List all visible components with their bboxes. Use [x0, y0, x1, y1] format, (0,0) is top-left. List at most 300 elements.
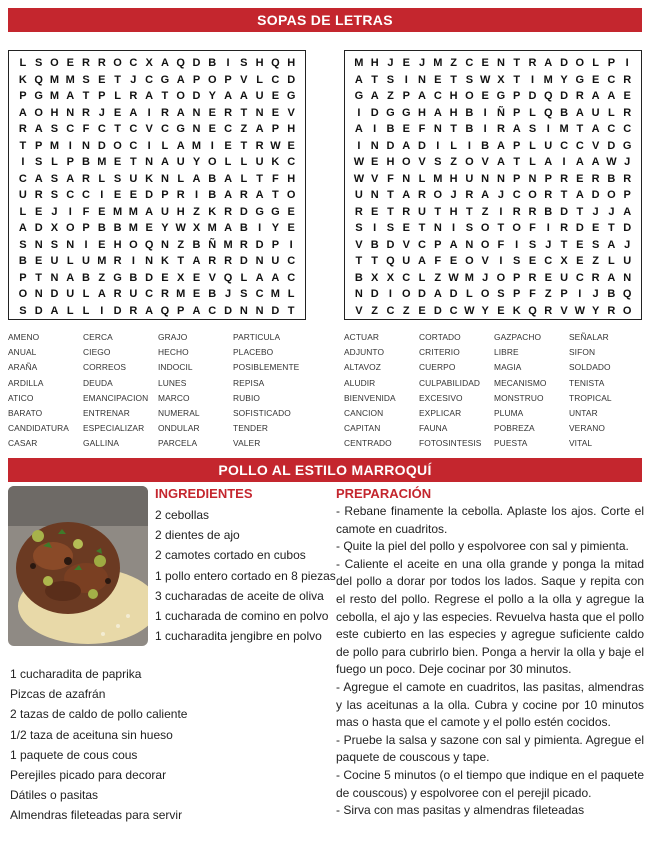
grid-letter: V — [208, 271, 216, 284]
grid-letter: S — [591, 238, 600, 251]
grid-letter: B — [607, 288, 616, 300]
grid-letter: K — [160, 255, 169, 267]
grid-letter: C — [607, 123, 616, 135]
grid-letter: L — [98, 172, 106, 185]
grid-letter: A — [271, 271, 280, 284]
grid-letter: W — [270, 139, 281, 152]
grid-letter: N — [50, 271, 59, 284]
word-list-item: AMENO — [8, 332, 40, 342]
grid-letter: N — [192, 123, 201, 135]
grid-letter: T — [371, 255, 379, 267]
grid-letter: D — [34, 304, 43, 317]
grid-letter: P — [98, 90, 106, 102]
grid-letter: K — [145, 172, 154, 185]
grid-letter: D — [560, 205, 569, 218]
grid-letter: C — [449, 304, 458, 317]
grid-letter: U — [160, 205, 169, 218]
grid-letter: E — [224, 139, 232, 152]
grid-row — [15, 121, 299, 138]
grid-letter: Q — [34, 73, 43, 86]
recipe-banner: POLLO AL ESTILO MARROQUÍ — [8, 458, 642, 482]
grid-letter: F — [529, 288, 536, 300]
grid-letter: N — [66, 106, 75, 119]
grid-letter: U — [50, 255, 59, 267]
grid-letter: B — [560, 106, 569, 119]
word-list-item: ADJUNTO — [344, 347, 385, 358]
grid-letter: T — [387, 205, 394, 218]
grid-letter: I — [147, 139, 151, 152]
grid-letter: U — [255, 90, 264, 102]
grid-letter: P — [513, 271, 521, 284]
word-list-item: CANCION — [344, 407, 384, 418]
grid-letter: I — [373, 123, 377, 135]
grid-letter: P — [623, 189, 631, 201]
word-list-item: PARTICULA — [233, 332, 281, 342]
grid-letter: E — [576, 172, 584, 185]
grid-letter: V — [287, 106, 295, 119]
wordsearch-banner: SOPAS DE LETRAS — [8, 8, 642, 32]
grid-letter: L — [161, 139, 169, 152]
grid-letter: R — [544, 189, 553, 201]
grid-letter: B — [481, 139, 490, 152]
grid-letter: B — [208, 57, 217, 69]
grid-letter: B — [607, 172, 616, 185]
grid-letter: E — [113, 156, 122, 168]
grid-letter: H — [287, 172, 296, 185]
grid-letter: A — [402, 139, 411, 152]
word-list-item: ARAÑA — [8, 362, 38, 373]
grid-letter: C — [544, 255, 553, 267]
grid-letter: R — [224, 205, 233, 218]
word-list-item: NUMERAL — [158, 407, 200, 418]
ingredient-item: 1 pollo entero cortado en 8 piezas — [155, 568, 336, 583]
grid-letter: I — [499, 205, 503, 218]
preparation-step: - Caliente el aceite en una olla grande y ponga la mitad del pollo a dorar por todos los lados. Saque y repita con el resto del pollo. Regrese el pollo a la olla y agregue la cebolla, el ajo y las especies. Revuelva hasta que el pollo este cubierto en las especies y agregue suficiente caldo de pollo para cubrirlo bien. Ponga a hervir la olla y baje el fuego un poco. Deje cocinar por 30 minutos. — [336, 556, 644, 677]
grid-letter: R — [528, 57, 537, 69]
grid-letter: R — [129, 304, 138, 317]
grid-letter: E — [434, 73, 442, 86]
grid-letter: L — [529, 139, 536, 152]
grid-letter: Z — [434, 271, 442, 284]
grid-letter: W — [353, 156, 365, 168]
grid-letter: R — [465, 189, 474, 201]
grid-letter: U — [82, 255, 90, 267]
grid-letter: U — [418, 205, 426, 218]
grid-row — [15, 154, 299, 171]
grid-letter: I — [404, 73, 408, 86]
grid-letter: U — [544, 139, 553, 152]
grid-row — [15, 253, 299, 270]
grid-letter: P — [35, 139, 43, 152]
grid-letter: T — [560, 238, 568, 251]
grid-letter: E — [402, 123, 410, 135]
grid-letter: L — [287, 288, 295, 300]
grid-row — [351, 237, 635, 254]
grid-letter: O — [18, 288, 28, 300]
word-list-item: GAZPACHO — [494, 332, 542, 342]
ingredient-item: 2 dientes de ajo — [155, 528, 240, 543]
grid-letter: M — [207, 222, 217, 234]
grid-letter: E — [623, 90, 631, 102]
grid-letter: N — [402, 172, 411, 185]
grid-letter: A — [591, 90, 600, 102]
grid-letter: R — [18, 123, 27, 135]
word-list-item: CORREOS — [83, 362, 127, 373]
grid-letter: B — [82, 156, 90, 168]
grid-letter: T — [513, 73, 521, 86]
grid-letter: E — [481, 90, 489, 102]
grid-letter: H — [176, 205, 185, 218]
grid-letter: M — [128, 222, 138, 234]
grid-letter: S — [497, 288, 505, 300]
grid-letter: N — [34, 288, 43, 300]
grid-letter: S — [465, 222, 474, 234]
grid-letter: N — [145, 156, 154, 168]
grid-letter: H — [287, 57, 296, 69]
grid-letter: V — [402, 238, 410, 251]
grid-letter: V — [591, 139, 600, 152]
grid-letter: E — [449, 255, 458, 267]
grid-letter: L — [114, 90, 121, 102]
grid-letter: A — [34, 123, 43, 135]
grid-row — [15, 187, 299, 204]
grid-letter: C — [271, 73, 280, 86]
grid-letter: I — [147, 106, 151, 119]
grid-letter: A — [496, 139, 505, 152]
word-list-item: CASAR — [8, 438, 38, 449]
word-list-item: DEUDA — [83, 377, 113, 388]
grid-letter: S — [528, 238, 537, 251]
grid-letter: D — [97, 139, 106, 152]
grid-letter: R — [528, 271, 537, 284]
grid-letter: T — [19, 139, 27, 152]
grid-letter: I — [388, 288, 392, 300]
grid-letter: N — [160, 172, 169, 185]
wordsearch-grid-right — [344, 50, 642, 320]
grid-letter: M — [354, 57, 364, 69]
grid-letter: H — [449, 90, 458, 102]
grid-letter: V — [418, 156, 426, 168]
grid-row — [15, 286, 299, 303]
word-list-item: EXPLICAR — [419, 407, 462, 418]
grid-letter: E — [287, 222, 295, 234]
grid-letter: A — [433, 106, 442, 119]
grid-letter: D — [34, 222, 43, 234]
grid-letter: C — [82, 189, 90, 201]
grid-letter: M — [49, 90, 60, 102]
grid-letter: U — [623, 255, 632, 267]
grid-letter: B — [465, 123, 474, 135]
grid-letter: R — [575, 90, 584, 102]
grid-letter: A — [192, 172, 201, 185]
grid-letter: A — [66, 271, 75, 284]
grid-letter: G — [575, 73, 585, 86]
grid-letter: D — [528, 90, 537, 102]
grid-letter: Y — [591, 304, 600, 317]
grid-letter: S — [19, 304, 27, 317]
grid-letter: F — [272, 172, 279, 185]
grid-letter: T — [240, 139, 248, 152]
grid-letter: K — [18, 73, 27, 86]
grid-letter: H — [386, 156, 395, 168]
grid-letter: A — [176, 73, 185, 86]
grid-row — [351, 270, 635, 287]
grid-letter: Z — [193, 205, 200, 218]
grid-letter: A — [18, 222, 27, 234]
grid-letter: A — [354, 73, 363, 86]
grid-letter: W — [448, 271, 459, 284]
grid-letter: A — [607, 271, 616, 284]
word-list-item: FAUNA — [419, 423, 448, 434]
grid-letter: C — [255, 288, 264, 300]
grid-letter: F — [418, 123, 426, 135]
grid-letter: C — [97, 123, 106, 135]
grid-letter: R — [560, 222, 569, 234]
grid-row — [15, 55, 299, 72]
grid-letter: N — [192, 106, 201, 119]
grid-letter: C — [66, 123, 75, 135]
grid-letter: C — [623, 123, 632, 135]
grid-letter: U — [18, 189, 27, 201]
word-list-item: TROPICAL — [569, 392, 612, 403]
grid-letter: D — [145, 189, 154, 201]
grid-letter: O — [129, 238, 138, 251]
grid-letter: X — [50, 222, 59, 234]
grid-letter: J — [608, 205, 615, 218]
grid-letter: R — [544, 304, 553, 317]
grid-letter: L — [418, 172, 426, 185]
grid-letter: I — [578, 288, 582, 300]
grid-letter: C — [66, 189, 75, 201]
word-list-item: POBREZA — [494, 423, 535, 434]
word-list-item: MAGIA — [494, 362, 522, 373]
grid-letter: G — [286, 90, 296, 102]
recipe-photo — [8, 486, 148, 646]
grid-letter: I — [436, 139, 440, 152]
grid-letter: W — [464, 304, 475, 317]
grid-letter: B — [208, 189, 217, 201]
grid-letter: O — [207, 156, 217, 168]
grid-letter: A — [224, 189, 233, 201]
grid-letter: N — [465, 238, 474, 251]
grid-letter: S — [240, 288, 248, 300]
grid-letter: R — [129, 90, 138, 102]
grid-letter: A — [591, 156, 600, 168]
grid-letter: E — [192, 271, 201, 284]
grid-letter: D — [145, 271, 154, 284]
grid-letter: R — [528, 205, 537, 218]
grid-letter: K — [512, 304, 521, 317]
grid-letter: A — [50, 304, 59, 317]
grid-letter: D — [386, 238, 395, 251]
grid-letter: C — [129, 139, 138, 152]
grid-row — [15, 303, 299, 320]
grid-letter: D — [433, 304, 442, 317]
word-list-item: CAPITAN — [344, 423, 381, 434]
grid-letter: L — [19, 57, 27, 69]
grid-letter: I — [226, 57, 230, 69]
ingredient-item: 2 camotes cortado en cubos — [155, 548, 306, 563]
grid-letter: P — [402, 90, 410, 102]
grid-letter: D — [239, 255, 248, 267]
grid-letter: U — [402, 255, 411, 267]
grid-letter: T — [161, 90, 169, 102]
grid-letter: I — [84, 238, 88, 251]
grid-letter: E — [208, 123, 216, 135]
grid-letter: L — [465, 288, 473, 300]
grid-letter: M — [433, 57, 443, 69]
word-list-item: CUERPO — [419, 362, 456, 373]
grid-letter: X — [497, 73, 505, 86]
grid-letter: X — [192, 222, 201, 234]
grid-letter: S — [50, 123, 59, 135]
grid-letter: O — [480, 238, 490, 251]
word-list-item: EMANCIPACION — [83, 392, 149, 403]
grid-letter: Y — [192, 156, 201, 168]
grid-letter: C — [287, 255, 296, 267]
grid-letter: N — [66, 238, 75, 251]
grid-letter: R — [623, 106, 632, 119]
grid-letter: V — [481, 156, 489, 168]
grid-letter: N — [496, 172, 505, 185]
grid-letter: V — [240, 73, 248, 86]
grid-letter: R — [208, 255, 217, 267]
grid-letter: I — [68, 139, 72, 152]
grid-letter: P — [66, 156, 74, 168]
grid-letter: T — [256, 172, 263, 185]
grid-letter: C — [208, 304, 217, 317]
preparation-step: - Quite la piel del pollo y espolvoree con sal y pimienta. — [336, 539, 629, 554]
grid-letter: T — [82, 90, 90, 102]
grid-letter: J — [482, 271, 489, 284]
grid-letter: C — [560, 139, 569, 152]
grid-letter: D — [113, 304, 122, 317]
grid-letter: E — [129, 189, 138, 201]
grid-letter: U — [255, 156, 264, 168]
grid-letter: L — [450, 139, 457, 152]
grid-letter: A — [224, 172, 233, 185]
grid-letter: S — [240, 57, 248, 69]
grid-row — [351, 220, 635, 237]
word-list-item: POSIBLEMENTE — [233, 362, 300, 373]
grid-letter: M — [97, 156, 107, 168]
grid-letter: H — [370, 57, 379, 69]
grid-letter: F — [434, 255, 442, 267]
word-list-item: PARCELA — [158, 438, 198, 449]
grid-letter: Z — [592, 255, 599, 267]
grid-letter: J — [592, 205, 599, 218]
grid-letter: E — [287, 205, 295, 218]
grid-letter: E — [271, 106, 280, 119]
grid-letter: J — [450, 189, 457, 201]
grid-letter: D — [560, 57, 569, 69]
ingredient-item: 1 cucharadita jengibre en polvo — [155, 629, 322, 644]
grid-letter: A — [255, 271, 264, 284]
grid-letter: O — [113, 57, 122, 69]
grid-letter: O — [113, 139, 122, 152]
grid-row — [351, 55, 635, 72]
grid-letter: E — [402, 222, 410, 234]
ingredients-list-top — [155, 505, 335, 646]
grid-letter: O — [433, 189, 443, 201]
preparation-title: PREPARACIÓN — [336, 486, 432, 501]
grid-letter: D — [239, 205, 248, 218]
grid-letter: N — [496, 57, 505, 69]
grid-letter: H — [287, 123, 296, 135]
grid-letter: U — [66, 288, 75, 300]
grid-letter: H — [449, 106, 458, 119]
grid-letter: W — [175, 222, 186, 234]
grid-letter: C — [129, 123, 138, 135]
grid-letter: A — [239, 90, 248, 102]
ingredient-item: 2 cebollas — [155, 508, 210, 522]
grid-letter: A — [145, 205, 154, 218]
grid-letter: L — [240, 156, 248, 168]
grid-letter: M — [97, 255, 107, 267]
grid-letter: C — [224, 123, 233, 135]
grid-letter: I — [530, 73, 535, 86]
grid-letter: J — [497, 189, 504, 201]
grid-letter: S — [386, 222, 395, 234]
grid-letter: O — [480, 222, 490, 234]
grid-row — [351, 88, 635, 105]
grid-letter: Q — [543, 90, 553, 102]
grid-letter: T — [450, 73, 457, 86]
grid-letter: O — [286, 189, 296, 201]
ingredients-title: INGREDIENTES — [155, 486, 253, 501]
grid-letter: Q — [223, 271, 233, 284]
grid-letter: M — [112, 205, 123, 218]
grid-letter: G — [496, 90, 506, 102]
grid-letter: A — [160, 57, 169, 69]
grid-letter: N — [528, 172, 537, 185]
grid-letter: G — [354, 90, 364, 102]
word-list-item: ANUAL — [8, 347, 37, 358]
grid-letter: C — [465, 57, 474, 69]
grid-letter: A — [544, 57, 553, 69]
grid-letter: E — [402, 57, 410, 69]
grid-row — [15, 72, 299, 89]
grid-letter: D — [271, 304, 280, 317]
grid-letter: T — [114, 73, 121, 86]
grid-letter: P — [513, 90, 521, 102]
ingredient-item: Pizcas de azafrán — [10, 687, 106, 702]
grid-letter: N — [160, 238, 169, 251]
grid-letter: R — [623, 172, 632, 185]
grid-letter: P — [544, 172, 552, 185]
grid-letter: G — [176, 123, 185, 135]
grid-letter: S — [35, 156, 43, 168]
grid-letter: F — [82, 123, 90, 135]
grid-letter: T — [434, 205, 442, 218]
grid-letter: A — [176, 139, 185, 152]
grid-letter: D — [575, 222, 584, 234]
grid-letter: C — [386, 304, 395, 317]
grid-letter: R — [224, 106, 233, 119]
grid-letter: G — [386, 106, 395, 119]
grid-letter: D — [287, 73, 296, 86]
grid-letter: D — [224, 304, 233, 317]
grid-letter: M — [559, 123, 569, 135]
grid-letter: A — [160, 156, 169, 168]
grid-letter: Q — [386, 255, 395, 267]
grid-letter: M — [49, 73, 60, 86]
grid-letter: H — [449, 205, 458, 218]
grid-letter: V — [371, 172, 379, 185]
grid-row — [351, 105, 635, 122]
grid-letter: P — [560, 288, 568, 300]
grid-letter: W — [606, 156, 617, 168]
